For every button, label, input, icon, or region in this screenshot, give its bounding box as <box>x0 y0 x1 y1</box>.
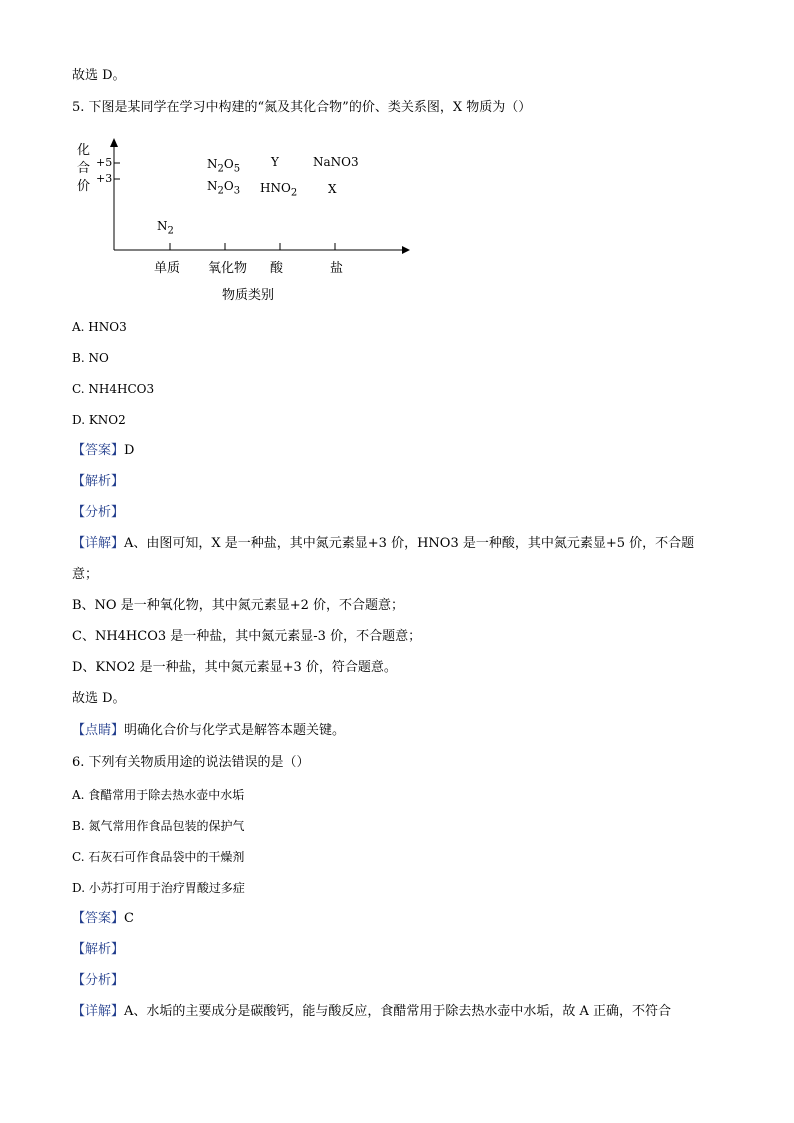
q5-detail-line-4: C、NH4HCO3 是一种盐，其中氮元素显-3 价，不合题意； <box>72 629 422 644</box>
q5-key-point: 【点睛】明确化合价与化学式是解答本题关键。 <box>72 723 346 738</box>
answer-value: D <box>124 443 135 458</box>
q5-option-c: C. NH4HCO3 <box>72 382 155 396</box>
q5-detail-line-1: 【详解】A、由图可知，X 是一种盐，其中氮元素显+3 价，HNO3 是一种酸，其中氮元素显+5 价，不合题 <box>72 536 695 551</box>
point-hno2: $HNO_2$ <box>260 181 298 199</box>
x-category-element: 单质 <box>154 261 181 276</box>
detail-tag: 【详解】 <box>72 536 125 551</box>
x-axis-arrow <box>402 246 410 254</box>
q5-analysis-tag: 【解析】 <box>72 474 125 489</box>
diagram-axes <box>72 135 432 305</box>
q6-detail-line-1: 【详解】A、水垢的主要成分是碳酸钙，能与酸反应，食醋常用于除去热水壶中水垢，故 A 正确，不符合 <box>72 1004 672 1019</box>
x-axis-title: 物质类别 <box>222 288 275 303</box>
q5-option-a: A. HNO3 <box>72 320 127 334</box>
q5-conclusion: 故选 D。 <box>72 691 126 706</box>
y-tick-label-plus3: +3 <box>96 172 113 185</box>
prev-conclusion: 故选 D。 <box>72 68 126 83</box>
q6-option-d: D. 小苏打可用于治疗胃酸过多症 <box>72 881 245 895</box>
q5-stem: 5. 下图是某同学在学习中构建的“氮及其化合物”的价、类关系图，X 物质为（） <box>72 100 532 115</box>
q5-option-d: D. KNO2 <box>72 413 126 427</box>
q6-option-a: A. 食醋常用于除去热水壶中水垢 <box>72 788 245 802</box>
q6-fenxi-tag: 【分析】 <box>72 973 125 988</box>
q5-answer-line <box>72 443 134 459</box>
x-category-salt: 盐 <box>330 261 344 276</box>
answer-tag: 【答案】 <box>72 443 125 458</box>
q5-valence-category-diagram <box>72 135 432 305</box>
point-n2: $N_2$ <box>157 219 174 237</box>
x-category-acid: 酸 <box>270 261 284 276</box>
point-n2o5: $N_2O_5$ <box>207 157 241 175</box>
q5-fenxi-tag: 【分析】 <box>72 505 125 520</box>
point-tag: 【点睛】 <box>72 723 125 738</box>
point-x: X <box>328 182 337 196</box>
q6-option-b: B. 氮气常用作食品包装的保护气 <box>72 819 245 833</box>
y-axis-label: 化 合 价 <box>77 143 91 194</box>
answer-tag: 【答案】 <box>72 911 125 926</box>
point-nano3: NaNO3 <box>313 155 359 169</box>
x-category-oxide: 氧化物 <box>208 261 248 276</box>
q5-detail-line-2: 意； <box>72 567 99 582</box>
q5-option-b: B. NO <box>72 351 109 365</box>
q6-answer-line <box>72 911 134 927</box>
q6-stem: 6. 下列有关物质用途的说法错误的是（） <box>72 755 310 770</box>
point-n2o3: $N_2O_3$ <box>207 179 241 197</box>
q6-option-c: C. 石灰石可作食品袋中的干燥剂 <box>72 850 245 864</box>
y-tick-label-plus5: +5 <box>96 156 113 169</box>
point-y: Y <box>271 155 279 169</box>
q5-detail-line-5: D、KNO2 是一种盐，其中氮元素显+3 价，符合题意。 <box>72 660 397 675</box>
q6-analysis-tag: 【解析】 <box>72 942 125 957</box>
q5-detail-line-3: B、NO 是一种氧化物，其中氮元素显+2 价，不合题意； <box>72 598 405 613</box>
y-axis-arrow <box>110 138 118 147</box>
answer-value: C <box>124 911 134 926</box>
detail-tag: 【详解】 <box>72 1004 125 1019</box>
